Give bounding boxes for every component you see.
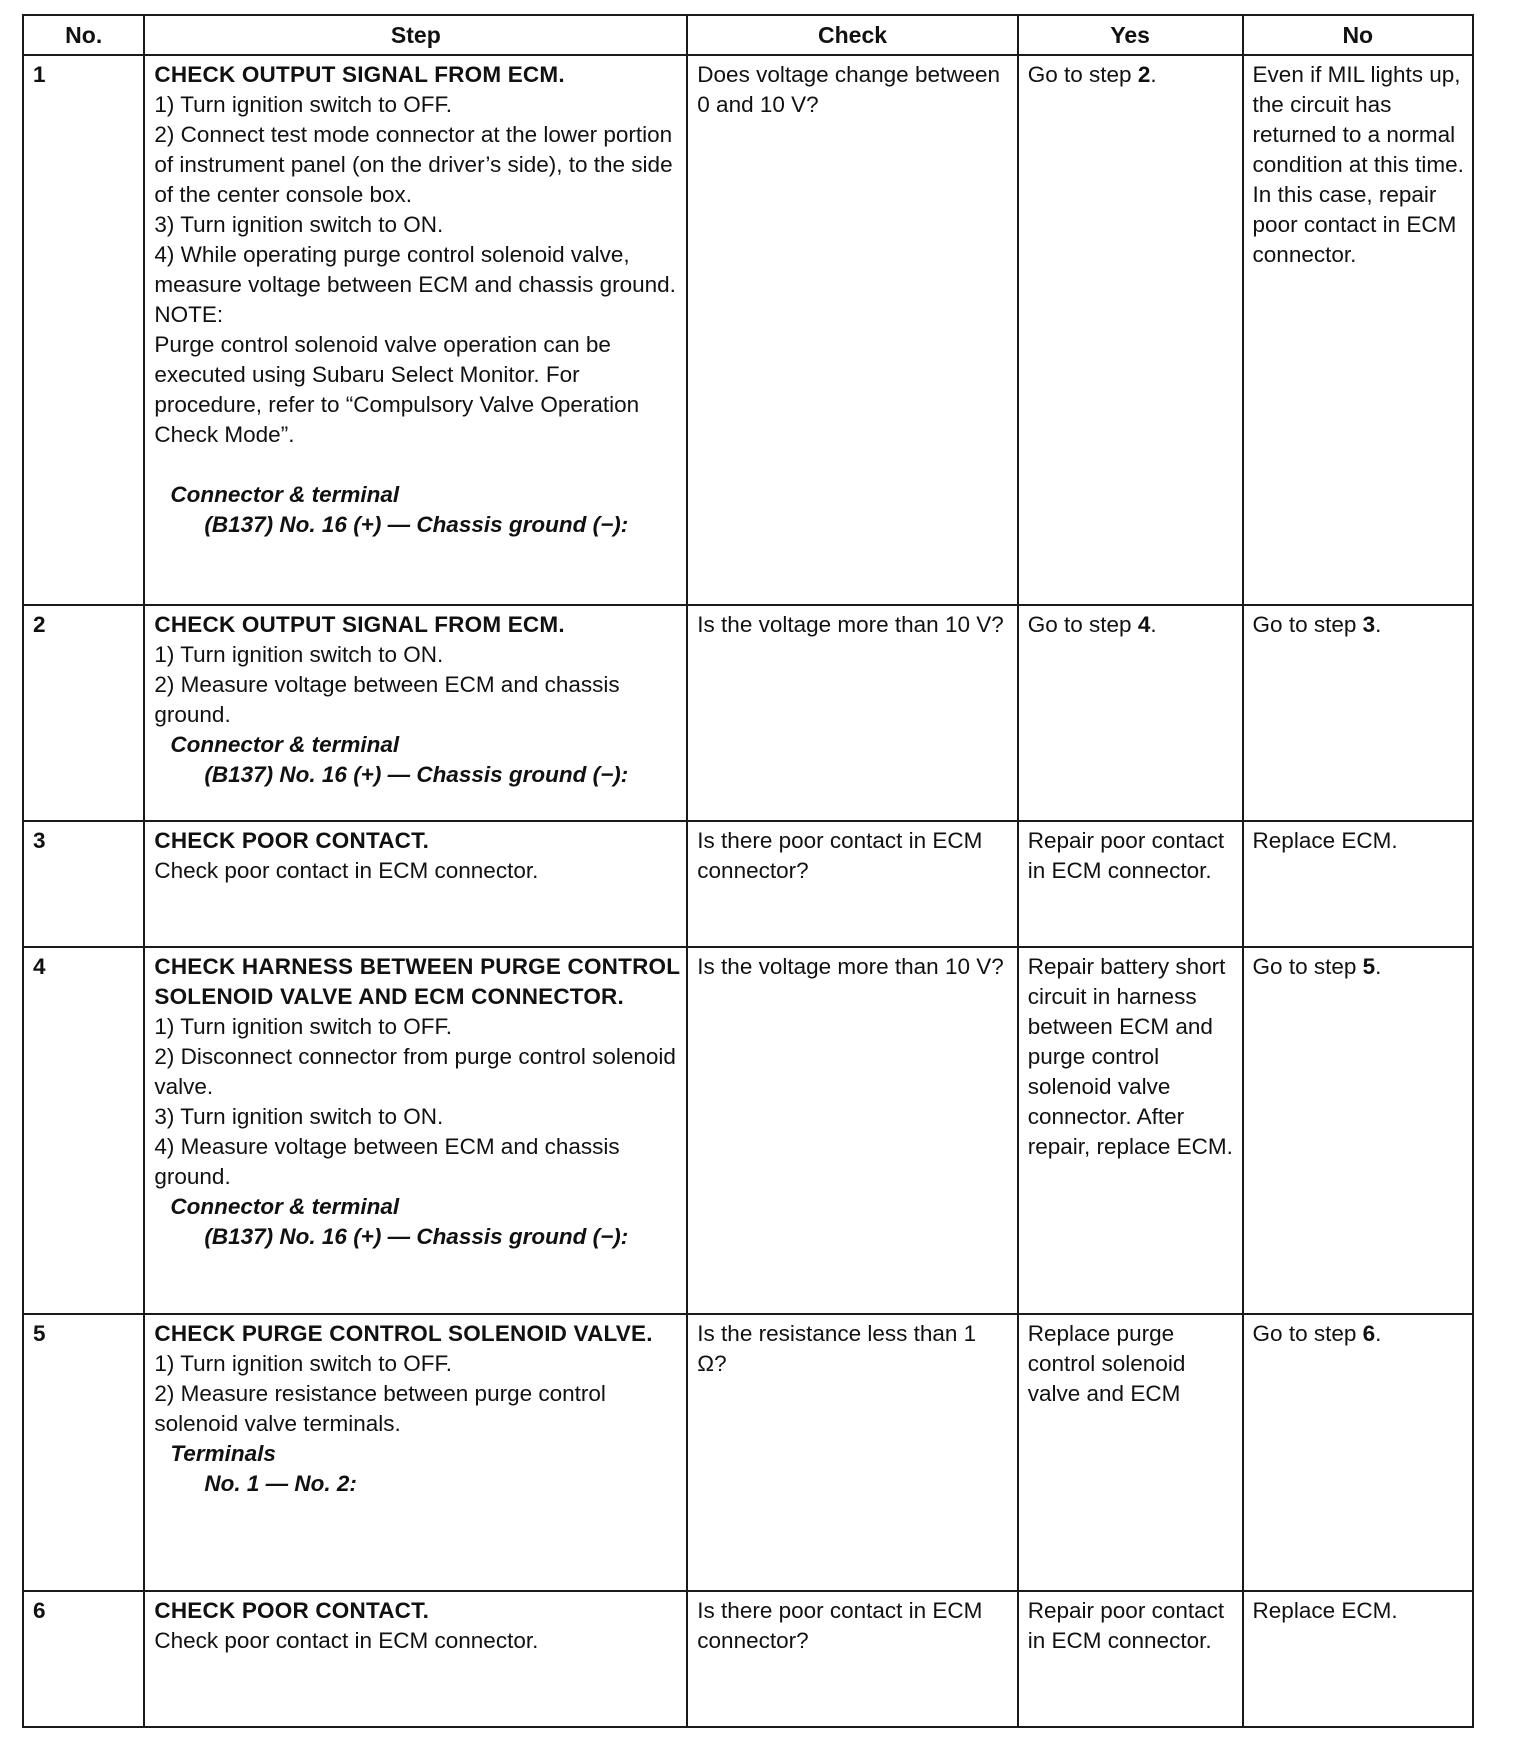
no-cell: Replace ECM. [1243, 821, 1473, 947]
check-cell: Is the voltage more than 10 V? [687, 947, 1017, 1314]
connector-value: (B137) No. 16 (+) — Chassis ground (−): [204, 762, 629, 787]
header-check: Check [687, 15, 1017, 55]
step-cell [144, 1314, 687, 1591]
table-row [23, 1314, 1473, 1591]
no-step-ref: 5 [1362, 954, 1376, 979]
no-prefix: Go to step [1252, 954, 1363, 979]
step-cell [144, 821, 687, 947]
connector-label: Connector & terminal [170, 482, 400, 507]
no-cell: Replace ECM. [1243, 1591, 1473, 1727]
connector-value: (B137) No. 16 (+) — Chassis ground (−): [204, 512, 629, 537]
step-line: 4) While operating purge control solenoid valve, measure voltage between ECM and chassis ground. [154, 242, 676, 297]
step-number: 6 [23, 1591, 144, 1727]
no-cell: Even if MIL lights up, the circuit has returned to a normal condition at this time. In this case, repair poor contact in ECM connector. [1243, 55, 1473, 605]
step-title: CHECK OUTPUT SIGNAL FROM ECM. [154, 612, 565, 637]
step-line: 2) Measure voltage between ECM and chassis ground. [154, 672, 620, 727]
step-title: CHECK POOR CONTACT. [154, 1598, 430, 1623]
step-line: 2) Measure resistance between purge control solenoid valve terminals. [154, 1381, 606, 1436]
header-step: Step [144, 15, 687, 55]
step-title: CHECK PURGE CONTROL SOLENOID VALVE. [154, 1321, 653, 1346]
step-cell [144, 1591, 687, 1727]
step-line: 3) Turn ignition switch to ON. [154, 212, 444, 237]
yes-step-ref: 2 [1137, 62, 1151, 87]
step-number: 5 [23, 1314, 144, 1591]
no-step-ref: 6 [1362, 1321, 1376, 1346]
yes-cell: Repair battery short circuit in harness between ECM and purge control solenoid valve connector. After repair, replace ECM. [1018, 947, 1243, 1314]
step-line: Check poor contact in ECM connector. [154, 858, 539, 883]
note-label: NOTE: [154, 302, 224, 327]
terminals-value: No. 1 — No. 2: [204, 1471, 357, 1496]
no-cell: Go to step 5. [1243, 947, 1473, 1314]
check-cell: Is the resistance less than 1 Ω? [687, 1314, 1017, 1591]
header-yes: Yes [1018, 15, 1243, 55]
step-line: 4) Measure voltage between ECM and chassis ground. [154, 1134, 620, 1189]
table-row [23, 605, 1473, 821]
no-step-ref: 3 [1362, 612, 1376, 637]
connector-label: Connector & terminal [170, 1194, 400, 1219]
step-number: 3 [23, 821, 144, 947]
step-line: 2) Disconnect connector from purge control solenoid valve. [154, 1044, 676, 1099]
yes-prefix: Go to step [1027, 612, 1138, 637]
diagnostic-table-page [22, 14, 1474, 1726]
step-line: 1) Turn ignition switch to OFF. [154, 92, 452, 117]
step-line: 1) Turn ignition switch to OFF. [154, 1014, 452, 1039]
no-cell: Go to step 6. [1243, 1314, 1473, 1591]
step-number: 1 [23, 55, 144, 605]
step-title: CHECK POOR CONTACT. [154, 828, 430, 853]
diagnostic-table [22, 14, 1474, 1728]
table-row [23, 947, 1473, 1314]
connector-label: Connector & terminal [170, 732, 400, 757]
yes-prefix: Go to step [1027, 62, 1138, 87]
table-row [23, 821, 1473, 947]
step-number: 4 [23, 947, 144, 1314]
yes-cell: Go to step 4. [1018, 605, 1243, 821]
step-line: 2) Connect test mode connector at the lower portion of instrument panel (on the driver’s side), to the side of the center console box. [154, 122, 673, 207]
table-header-row [23, 15, 1473, 55]
no-prefix: Go to step [1252, 1321, 1363, 1346]
check-cell: Is there poor contact in ECM connector? [687, 821, 1017, 947]
terminals-label: Terminals [170, 1441, 276, 1466]
check-cell: Does voltage change between 0 and 10 V? [687, 55, 1017, 605]
step-number: 2 [23, 605, 144, 821]
step-cell [144, 605, 687, 821]
check-cell: Is the voltage more than 10 V? [687, 605, 1017, 821]
yes-cell: Repair poor contact in ECM connector. [1018, 821, 1243, 947]
no-prefix: Go to step [1252, 612, 1363, 637]
note-text: Purge control solenoid valve operation can be executed using Subaru Select Monitor. For procedure, refer to “Compulsory Valve Operation Check Mode”. [154, 332, 640, 447]
step-title: CHECK OUTPUT SIGNAL FROM ECM. [154, 62, 565, 87]
yes-cell: Go to step 2. [1018, 55, 1243, 605]
step-cell [144, 55, 687, 605]
step-cell [144, 947, 687, 1314]
step-line: 3) Turn ignition switch to ON. [154, 1104, 444, 1129]
step-line: Check poor contact in ECM connector. [154, 1628, 539, 1653]
step-title: CHECK HARNESS BETWEEN PURGE CONTROL SOLENOID VALVE AND ECM CONNECTOR. [154, 954, 680, 1009]
step-line: 1) Turn ignition switch to ON. [154, 642, 444, 667]
yes-step-ref: 4 [1137, 612, 1151, 637]
header-no-result: No [1243, 15, 1473, 55]
yes-cell: Repair poor contact in ECM connector. [1018, 1591, 1243, 1727]
table-row [23, 55, 1473, 605]
table-row [23, 1591, 1473, 1727]
yes-cell: Replace purge control solenoid valve and ECM [1018, 1314, 1243, 1591]
step-line: 1) Turn ignition switch to OFF. [154, 1351, 452, 1376]
header-no: No. [23, 15, 144, 55]
spacer [154, 450, 680, 480]
check-cell: Is there poor contact in ECM connector? [687, 1591, 1017, 1727]
connector-value: (B137) No. 16 (+) — Chassis ground (−): [204, 1224, 629, 1249]
no-cell: Go to step 3. [1243, 605, 1473, 821]
